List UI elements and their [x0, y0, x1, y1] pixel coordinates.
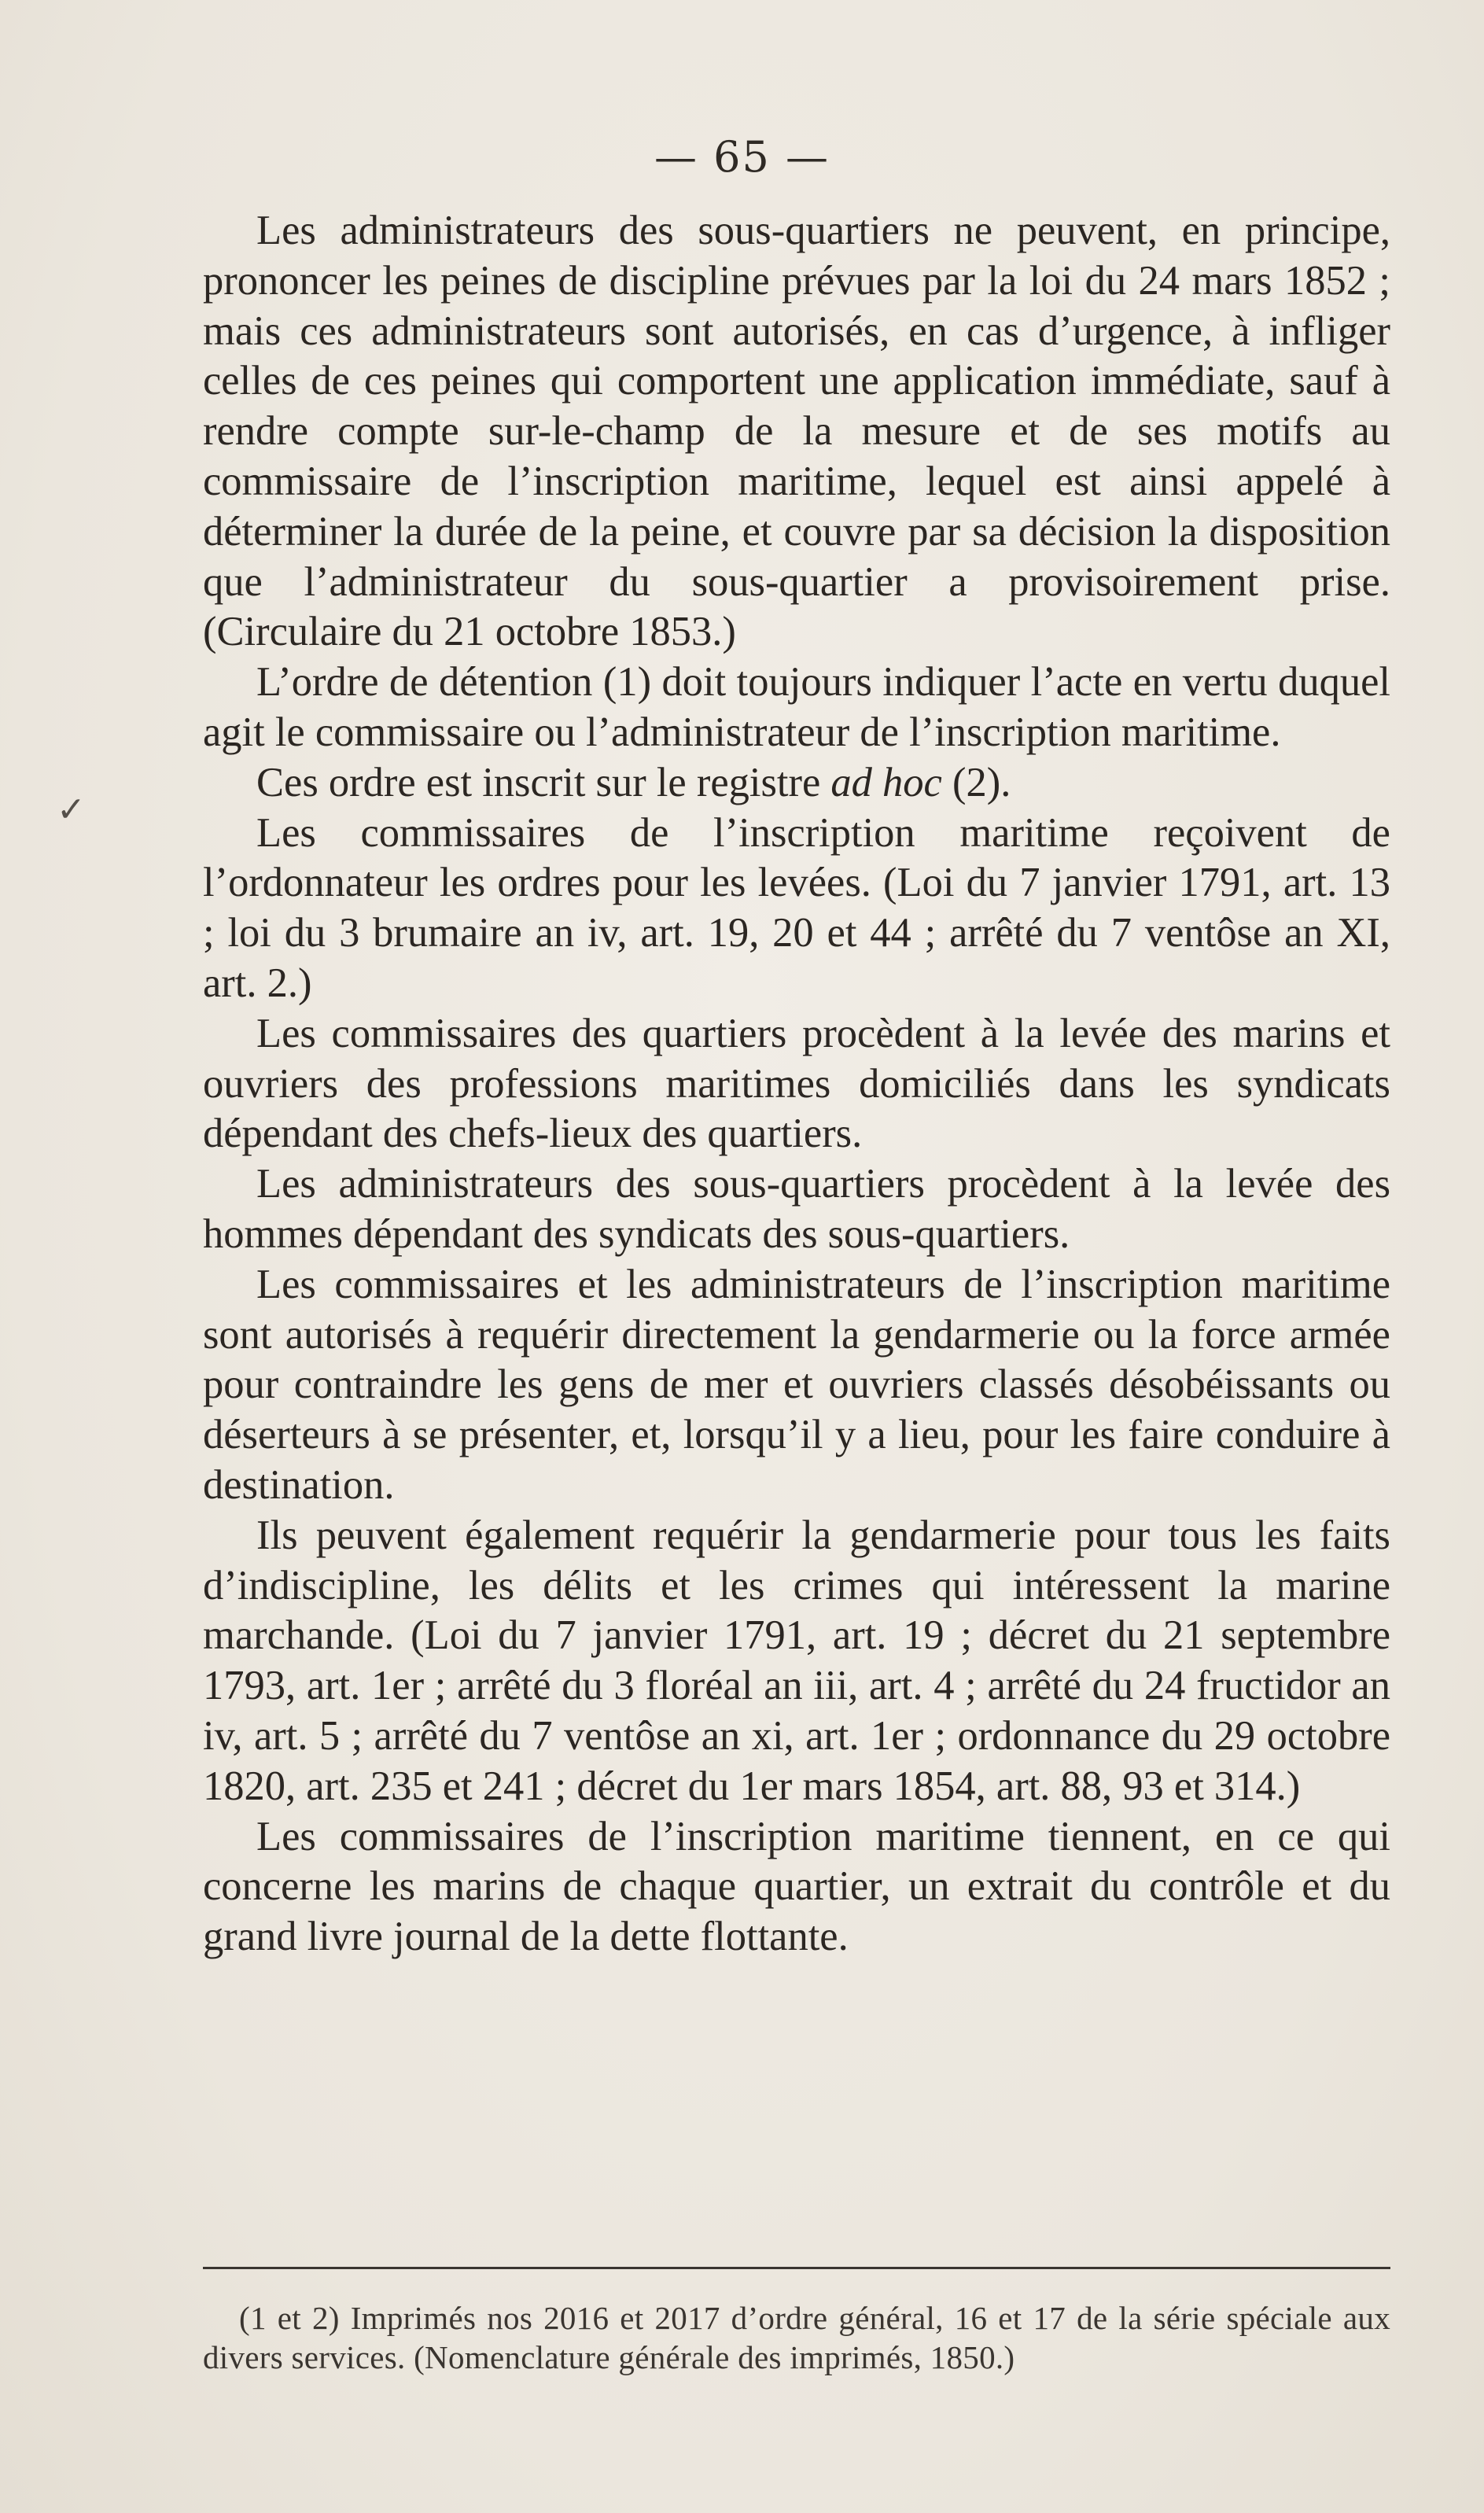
page-number: — 65 —: [654, 132, 830, 182]
registre-text-italic: ad hoc: [830, 759, 942, 805]
body-text: [203, 206, 1390, 1962]
registre-text-after: (2).: [941, 759, 1011, 805]
paragraph-requerir-gendarmerie: Les commissaires et les administrateurs de l’inscription maritime sont autorisés à requérir directement la gendarmerie ou la force armée pour contraindre les gens de mer et ouvriers classés désobéissants ou déserteurs à se présenter, et, lorsqu’il y a lieu, pour les faire conduire à destination.: [203, 1261, 1390, 1508]
margin-annotation-mark: ✓: [57, 790, 86, 830]
paragraph-dette-flottante: Les commissaires de l’inscription maritime tiennent, en ce qui concerne les marins de chaque quartier, un extrait du contrôle et du grand livre journal de la dette flottante.: [203, 1813, 1390, 1960]
registre-text-before: Ces ordre est inscrit sur le registre: [256, 759, 831, 805]
footnote-separator-rule: [203, 2267, 1390, 2269]
paragraph-sous-quartiers-peines: Les administrateurs des sous-quartiers ne peuvent, en principe, prononcer les peines de discipline prévues par la loi du 24 mars 1852 ; mais ces administrateurs sont autorisés, en cas d’urgence, à infliger celles de ces peines qui comportent une application immédiate, sauf à rendre compte sur-le-champ de la mesure et de ses motifs au commissaire de l’inscription maritime, lequel est ainsi appelé à déterminer la durée de la peine, et couvre par sa décision la disposition que l’administrateur du sous-quartier a provisoirement prise. (Circulaire du 21 octobre 1853.): [203, 208, 1390, 655]
paragraph-levee-sous-quartiers: Les administrateurs des sous-quartiers procèdent à la levée des hommes dépendant des syndicats des sous-quartiers.: [203, 1161, 1390, 1257]
paragraph-registre-ad-hoc: [203, 758, 1390, 809]
paragraph-levee-quartiers: Les commissaires des quartiers procèdent à la levée des marins et ouvriers des professions maritimes domiciliés dans les syndicats dépendant des chefs-lieux des quartiers.: [203, 1010, 1390, 1157]
paragraph-ordre-detention: L’ordre de détention (1) doit toujours indiquer l’acte en vertu duquel agit le commissaire ou l’administrateur de l’inscription maritime.: [203, 659, 1390, 755]
footnote: (1 et 2) Imprimés nos 2016 et 2017 d’ordre général, 16 et 17 de la série spéciale aux divers services. (Nomenclature générale des imprimés, 1850.): [203, 2300, 1390, 2375]
paragraph-indiscipline-delits: Ils peuvent également requérir la gendarmerie pour tous les faits d’indiscipline, les délits et les crimes qui intéressent la marine marchande. (Loi du 7 janvier 1791, art. 19 ; décret du 21 septembre 1793, art. 1er ; arrêté du 3 floréal an iii, art. 4 ; arrêté du 24 fructidor an iv, art. 5 ; arrêté du 7 ventôse an xi, art. 1er ; ordonnance du 29 octobre 1820, art. 235 et 241 ; décret du 1er mars 1854, art. 88, 93 et 314.): [203, 1512, 1390, 1809]
paragraph-ordres-levees: Les commissaires de l’inscription maritime reçoivent de l’ordonnateur les ordres pour les levées. (Loi du 7 janvier 1791, art. 13 ; loi du 3 brumaire an iv, art. 19, 20 et 44 ; arrêté du 7 ventôse an XI, art. 2.): [203, 809, 1390, 1006]
